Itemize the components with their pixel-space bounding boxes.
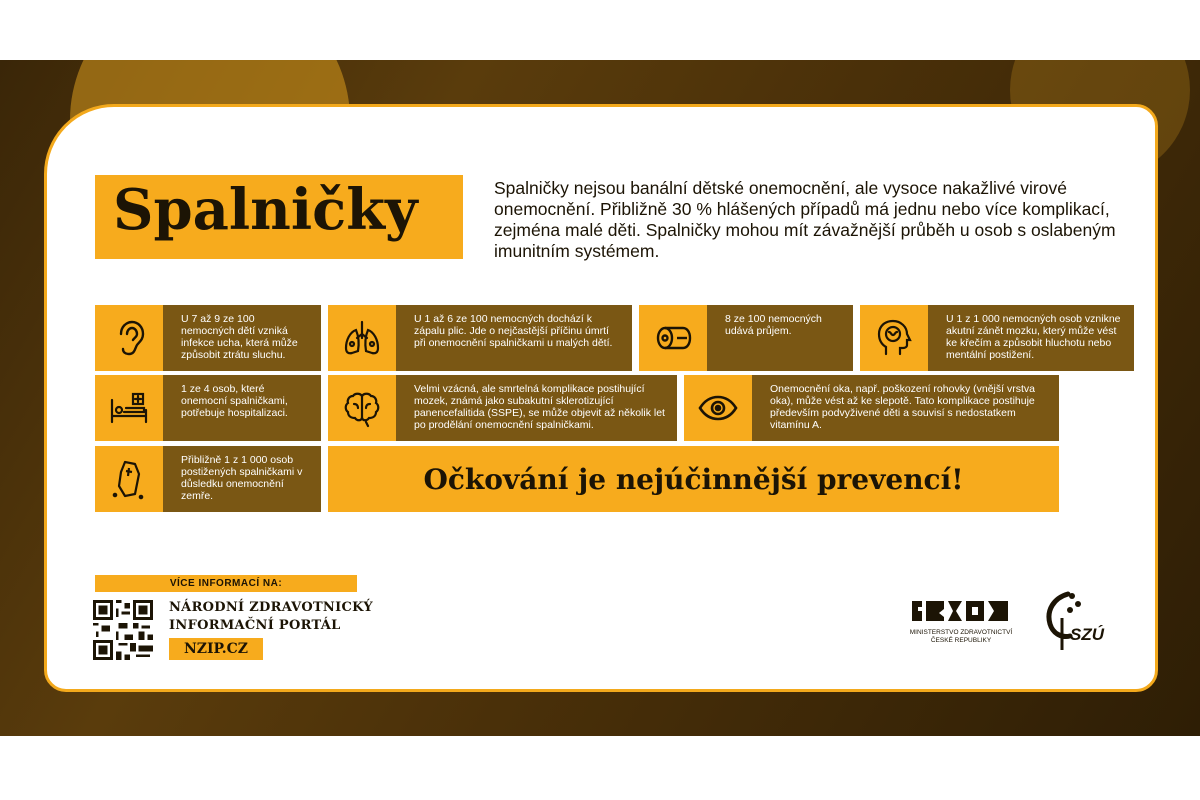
fact-text: U 7 až 9 ze 100 nemocných dětí vzniká infekce ucha, která může způsobit ztrátu sluchu.	[163, 305, 321, 371]
fact-tile	[639, 305, 853, 371]
page-title: Spalničky	[113, 177, 418, 243]
fact-text: Velmi vzácná, ale smrtelná komplikace postihující mozek, známá jako subakutní sklerotizující panencefalitida (SSPE), se může objevit až několik let po prodělání onemocnění spalničkami.	[396, 375, 677, 441]
fact-text: Přibližně 1 z 1 000 osob postižených spalničkami v důsledku onemocnění zemře.	[163, 446, 321, 512]
qr-code[interactable]	[93, 600, 153, 660]
coffin-icon	[95, 446, 163, 512]
szu-logo	[1040, 588, 1110, 654]
fact-text: 8 ze 100 nemocných udává průjem.	[707, 305, 853, 371]
fact-text: 1 ze 4 osob, které onemocní spalničkami, potřebuje hospitalizaci.	[163, 375, 321, 441]
banner-text: Očkování je nejúčinnější prevencí!	[423, 462, 964, 496]
brain-icon	[328, 375, 396, 441]
more-info-label: VÍCE INFORMACÍ NA:	[95, 575, 357, 592]
portal-line-1: NÁRODNÍ ZDRAVOTNICKÝ	[169, 600, 373, 615]
fact-tile	[95, 446, 321, 512]
ministry-logo	[910, 597, 1012, 625]
fact-tile	[328, 375, 677, 441]
lungs-icon	[328, 305, 396, 371]
fact-tile	[95, 375, 321, 441]
eye-icon	[684, 375, 752, 441]
head-brain-icon	[860, 305, 928, 371]
fact-text: U 1 až 6 ze 100 nemocných dochází k zápalu plic. Jde o nejčastější příčinu úmrtí při onemocnění spalničkami u malých dětí.	[396, 305, 632, 371]
fact-tile	[328, 305, 632, 371]
ear-icon	[95, 305, 163, 371]
hospital-bed-icon	[95, 375, 163, 441]
intro-text: Spalničky nejsou banální dětské onemocnění, ale vysoce nakažlivé virové onemocnění. Přibližně 30 % hlášených případů má jednu nebo více komplikací, zejména malé děti. Spalničky mohou mít závažnější průběh u osob s oslabeným imunitním systémem.	[494, 178, 1116, 261]
ministry-line-2: ČESKÉ REPUBLIKY	[930, 637, 992, 644]
toilet-paper-icon	[639, 305, 707, 371]
vaccination-banner	[328, 446, 1059, 512]
portal-name	[169, 599, 373, 635]
ministry-name	[900, 629, 1022, 645]
ministry-line-1: MINISTERSTVO ZDRAVOTNICTVÍ	[909, 629, 1013, 636]
title-box	[95, 175, 463, 259]
svg-text:SZÚ: SZÚ	[1070, 625, 1104, 644]
fact-tile	[684, 375, 1059, 441]
portal-line-2: INFORMAČNÍ PORTÁL	[169, 618, 341, 633]
fact-tile	[860, 305, 1134, 371]
fact-tile	[95, 305, 321, 371]
fact-text: Onemocnění oka, např. poškození rohovky (vnější vrstva oka), může vést až ke slepotě. Tato komplikace postihuje především podvyživené děti a souvisí s nedostatkem vitamínu A.	[752, 375, 1059, 441]
portal-url-link[interactable]: NZIP.CZ	[169, 638, 263, 660]
fact-text: U 1 z 1 000 nemocných osob vznikne akutní zánět mozku, který může vést ke křečím a způsobit hluchotu nebo mentální postižení.	[928, 305, 1134, 371]
